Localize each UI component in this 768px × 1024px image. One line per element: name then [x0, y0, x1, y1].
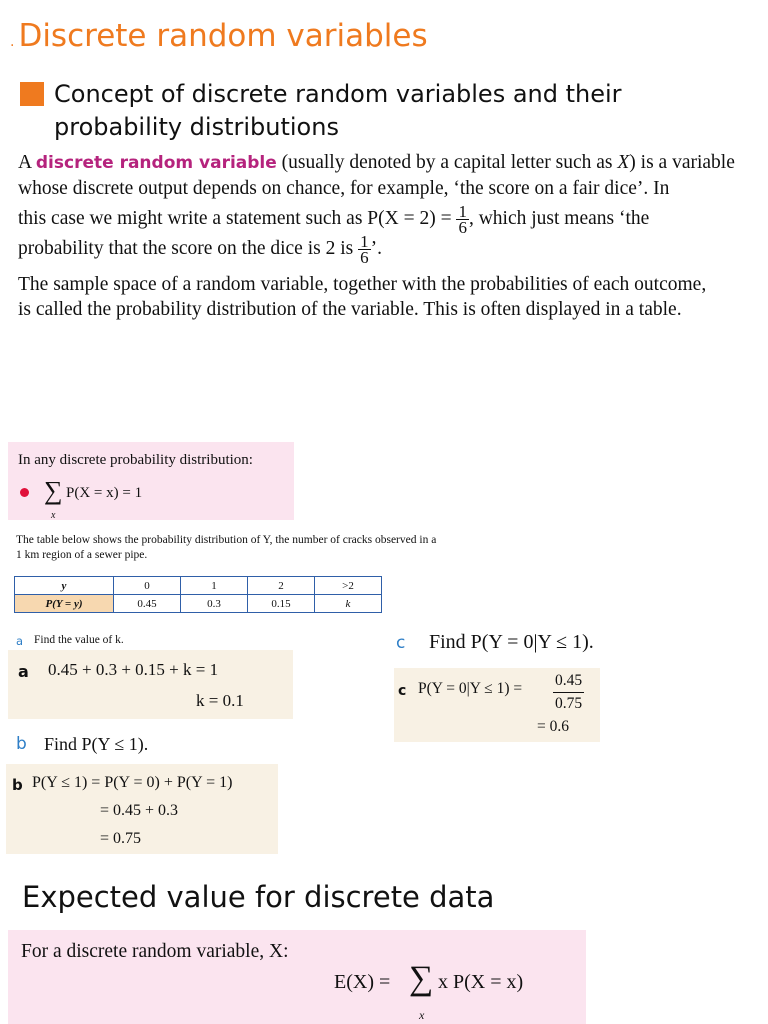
math-expression: P(X = 2) = — [367, 207, 452, 229]
text-run: ) is a variable — [629, 152, 735, 173]
fraction-denominator: 0.75 — [555, 695, 583, 712]
answer-c-line2: = 0.6 — [537, 718, 569, 735]
answer-c-fraction — [553, 670, 584, 715]
page-title-text: Discrete random variables — [18, 18, 428, 54]
fraction-numerator: 1 — [360, 232, 369, 251]
sigma-subscript: x — [51, 510, 56, 521]
section-title-line1: Concept of discrete random variables and their — [54, 80, 622, 108]
question-a-letter: a — [16, 634, 24, 648]
paragraph-line — [18, 150, 758, 176]
answer-c-lhs: P(Y = 0|Y ≤ 1) = — [418, 680, 523, 697]
text-run: this case we might write a statement such as — [18, 207, 368, 229]
expected-value-rhs: x P(X = x) — [438, 971, 524, 993]
table-cell: 0 — [114, 577, 181, 595]
answer-b-line2: = 0.45 + 0.3 — [100, 802, 179, 819]
table-row — [15, 595, 382, 613]
table-cell: k — [315, 595, 382, 613]
paragraph-line: is called the probability distribution of the variable. This is often displayed in a table. — [18, 299, 682, 320]
text-run: (usually denoted by a capital letter such as — [276, 152, 618, 173]
section-title-line2: probability distributions — [54, 113, 339, 141]
probability-table — [14, 576, 382, 613]
variable-x: X — [617, 152, 630, 173]
answer-a-line2: k = 0.1 — [196, 691, 244, 710]
section-heading-expected: Expected value for discrete data — [22, 880, 495, 914]
answer-b-line1: P(Y ≤ 1) = P(Y = 0) + P(Y = 1) — [32, 774, 233, 791]
paragraph-line: The sample space of a random variable, together with the probabilities of each outcome, — [18, 274, 707, 295]
expected-value-lhs: E(X) = — [334, 971, 391, 993]
table-intro-line2: 1 km region of a sewer pipe. — [16, 549, 148, 561]
table-row — [15, 577, 382, 595]
question-c-letter: c — [396, 633, 406, 653]
table-cell: 2 — [248, 577, 315, 595]
sigma-symbol: ∑ — [44, 476, 63, 505]
page-title — [10, 18, 428, 54]
answer-a-letter: a — [18, 662, 29, 681]
table-header-cell: y — [15, 577, 114, 595]
table-header-cell: P(Y = y) — [15, 595, 114, 613]
sum-expression: P(X = x) = 1 — [66, 485, 143, 501]
answer-c-letter: c — [398, 683, 407, 699]
fraction — [456, 204, 469, 235]
sigma-subscript: x — [419, 1008, 425, 1022]
section-square-icon — [20, 82, 44, 106]
fraction-numerator: 1 — [458, 202, 467, 221]
fraction — [358, 234, 371, 265]
question-c-text: Find P(Y = 0|Y ≤ 1). — [429, 631, 594, 653]
paragraph-line: whose discrete output depends on chance, for example, ‘the score on a fair dice’. In — [18, 178, 670, 199]
answer-a-line1: 0.45 + 0.3 + 0.15 + k = 1 — [48, 660, 219, 679]
fraction-denominator: 6 — [458, 218, 467, 237]
question-b-letter: b — [16, 734, 27, 754]
text-run: ’. — [370, 237, 382, 259]
table-cell: 0.3 — [181, 595, 248, 613]
bullet-icon — [20, 488, 29, 497]
fraction-numerator: 0.45 — [553, 670, 584, 693]
key-point-title: In any discrete probability distribution: — [18, 452, 253, 468]
text-run: , which just means ‘the — [468, 207, 650, 229]
question-b-text: Find P(Y ≤ 1). — [44, 734, 149, 754]
answer-b-letter: b — [12, 776, 23, 794]
table-cell: 1 — [181, 577, 248, 595]
paragraph-line — [18, 234, 758, 265]
table-cell: >2 — [315, 577, 382, 595]
expected-value-intro: For a discrete random variable, X: — [21, 941, 289, 962]
text-run: probability that the score on the dice is 2 is — [18, 237, 359, 259]
fraction-denominator: 6 — [360, 248, 369, 267]
table-intro — [16, 533, 496, 563]
section-title — [54, 78, 694, 144]
term-highlight: discrete random variable — [35, 153, 277, 173]
table-intro-line1: The table below shows the probability distribution of Y, the number of cracks observed in a — [16, 534, 437, 546]
paragraph-line — [18, 204, 758, 235]
heading-dot: . — [10, 34, 15, 50]
answer-b-line3: = 0.75 — [100, 830, 142, 847]
table-cell: 0.15 — [248, 595, 315, 613]
text-run: A — [18, 152, 36, 173]
table-cell: 0.45 — [114, 595, 181, 613]
question-a-text: Find the value of k. — [34, 634, 124, 646]
sigma-symbol: ∑ — [409, 960, 434, 997]
